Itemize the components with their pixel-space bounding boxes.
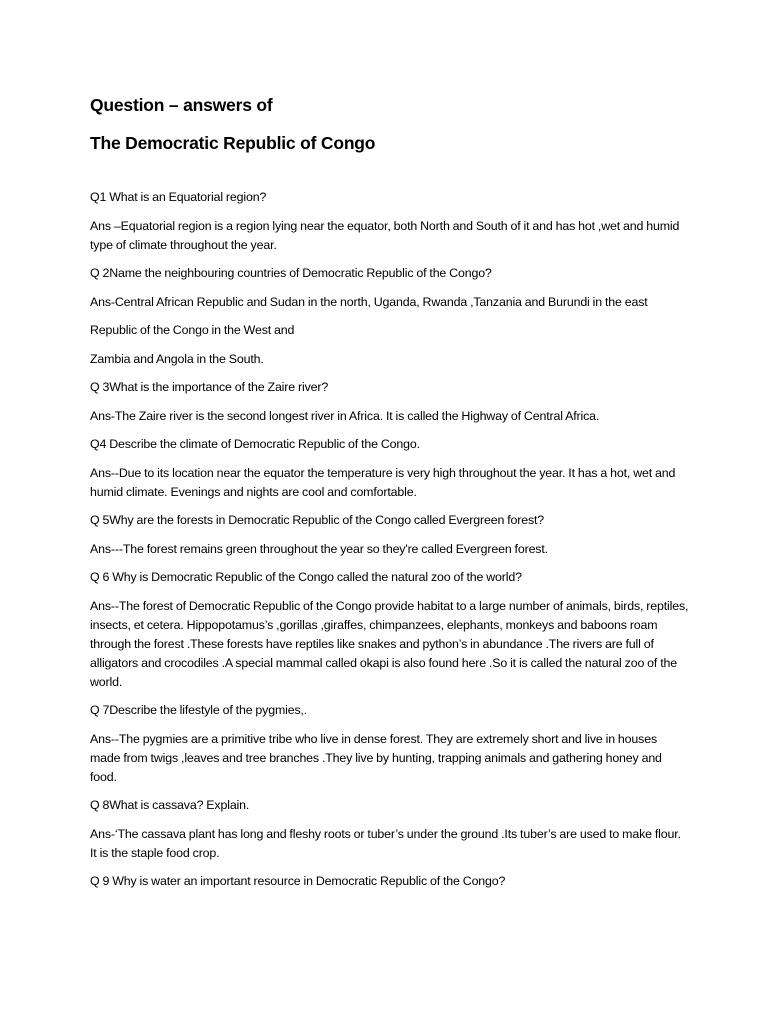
question-6: Q 6 Why is Democratic Republic of the Congo called the natural zoo of the world? [90,570,522,584]
document-title-line-1: Question – answers of [90,95,273,115]
question-4: Q4 Describe the climate of Democratic Republic of the Congo. [90,437,420,451]
question-3: Q 3What is the importance of the Zaire river? [90,380,329,394]
answer-3: Ans-The Zaire river is the second longest river in Africa. It is called the Highway of Central Africa. [90,408,600,423]
answer-2-line-1: Ans-Central African Republic and Sudan in the north, Uganda, Rwanda ,Tanzania and Burundi in the east [90,294,648,309]
question-answer-list [90,188,690,891]
answer-1: Ans –Equatorial region is a region lying near the equator, both North and South of it and has hot ,wet and humid type of climate throughout the year. [90,218,680,252]
question-1: Q1 What is an Equatorial region? [90,190,267,204]
answer-5: Ans---The forest remains green throughout the year so they're called Evergreen forest. [90,541,548,556]
answer-8: Ans-‘The cassava plant has long and fleshy roots or tuber’s under the ground .Its tuber’s are used to make flour. It is the staple food crop. [90,826,681,860]
document-page [90,92,690,901]
question-7: Q 7Describe the lifestyle of the pygmies,. [90,703,308,717]
answer-6: Ans--The forest of Democratic Republic of the Congo provide habitat to a large number of animals, birds, reptiles, insects, et cetera. Hippopotamus’s ,gorillas ,giraffes, chimpanzees, elephants, monkeys and baboons roam through the forest .These forests have reptiles like snakes and python’s in abundance .The rivers are full of alligators and crocodiles .A special mammal called okapi is also found here .So it is called the natural zoo of the world. [90,598,689,689]
answer-2-line-2: Republic of the Congo in the West and [90,323,295,337]
question-2: Q 2Name the neighbouring countries of Democratic Republic of the Congo? [90,266,492,280]
answer-2-line-3: Zambia and Angola in the South. [90,351,264,366]
question-8: Q 8What is cassava? Explain. [90,798,250,812]
question-5: Q 5Why are the forests in Democratic Republic of the Congo called Evergreen forest? [90,513,545,527]
question-9: Q 9 Why is water an important resource in Democratic Republic of the Congo? [90,874,506,888]
answer-7: Ans--The pygmies are a primitive tribe who live in dense forest. They are extremely short and live in houses made from twigs ,leaves and tree branches .They live by hunting, trapping animals and gathering honey and food. [90,731,662,784]
answer-4: Ans--Due to its location near the equator the temperature is very high throughout the year. It has a hot, wet and humid climate. Evenings and nights are cool and comfortable. [90,465,676,499]
document-title-line-2: The Democratic Republic of Congo [90,133,376,153]
